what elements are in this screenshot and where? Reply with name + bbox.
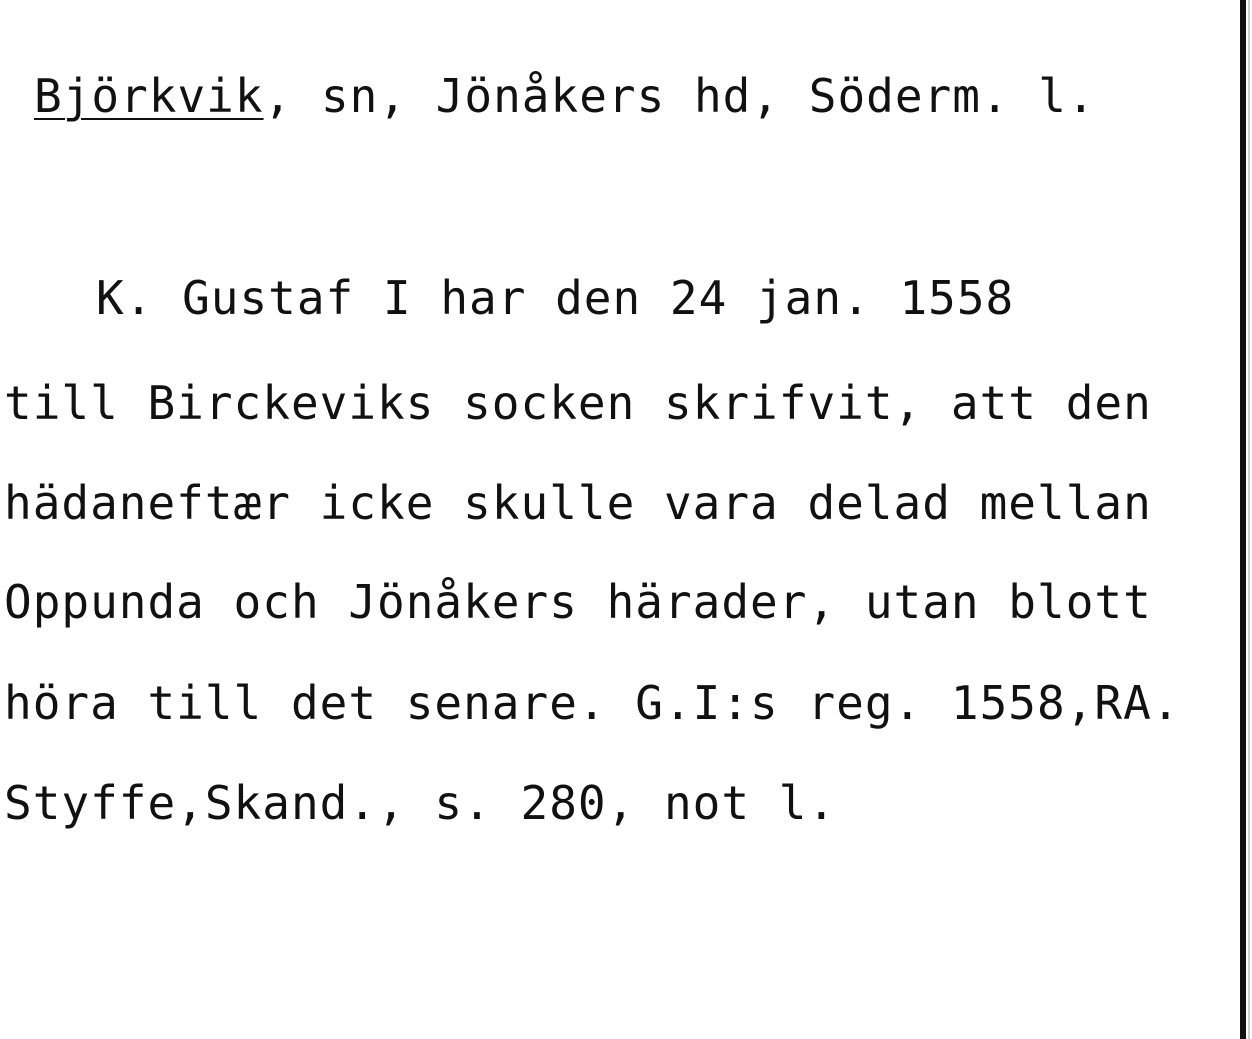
text-line-1: K. Gustaf I har den 24 jan. 1558 (96, 271, 1015, 325)
text-line-4: Oppunda och Jönåkers härader, utan blott (4, 575, 1152, 629)
text-line-5: höra till det senare. G.I:s reg. 1558,RA. (4, 676, 1181, 730)
card-edge-line (1240, 0, 1246, 1039)
place-name: Björkvik (34, 69, 264, 123)
card-edge-shadow (1248, 0, 1250, 1039)
card-heading (34, 68, 1096, 124)
heading-details: , sn, Jönåkers hd, Söderm. l. (263, 69, 1096, 123)
text-line-2: till Birckeviks socken skrifvit, att den (4, 376, 1152, 430)
text-line-3: hädaneftær icke skulle vara delad mellan (4, 476, 1152, 530)
text-line-6: Styffe,Skand., s. 280, not l. (4, 776, 837, 830)
